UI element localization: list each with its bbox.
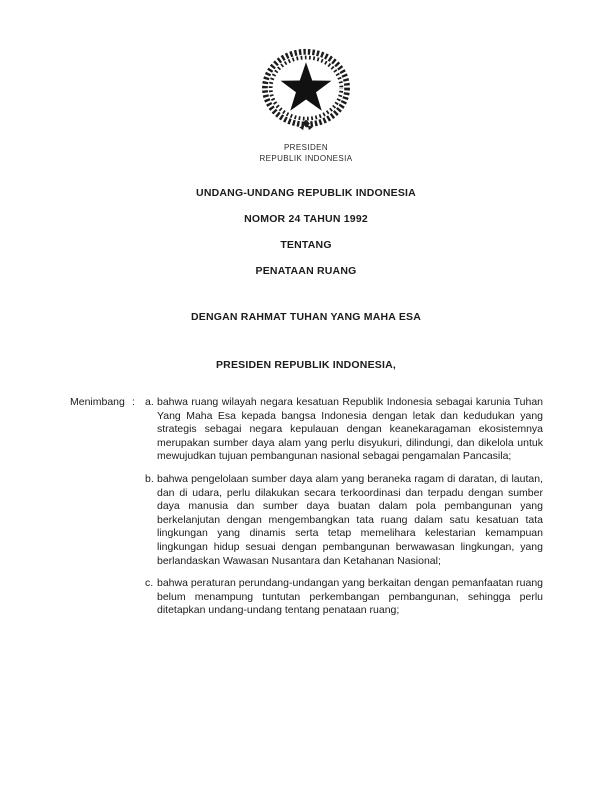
- item-marker: b.: [145, 472, 154, 485]
- consideration-item-c: [145, 577, 543, 618]
- title-tentang: TENTANG: [280, 239, 332, 251]
- item-marker: a.: [145, 396, 154, 408]
- consideration-item-a: [145, 396, 543, 464]
- title-subject: PENATAAN RUANG: [255, 265, 357, 277]
- considerations-label: Menimbang: [70, 396, 125, 408]
- item-marker: c.: [145, 577, 154, 590]
- invocation-line: DENGAN RAHMAT TUHAN YANG MAHA ESA: [190, 311, 422, 323]
- star-icon: [281, 62, 332, 110]
- letterhead-org-lines: [0, 142, 612, 164]
- title-law-name: UNDANG-UNDANG REPUBLIK INDONESIA: [196, 187, 416, 199]
- letterhead-presiden: PRESIDEN: [283, 143, 329, 152]
- letterhead: [0, 0, 612, 164]
- considerations-section: [0, 396, 612, 627]
- consideration-item-b: [145, 473, 543, 568]
- title-law-number: NOMOR 24 TAHUN 1992: [244, 213, 368, 225]
- document-title-block: [0, 188, 612, 277]
- letterhead-republik-indonesia: REPUBLIK INDONESIA: [259, 154, 353, 163]
- item-text: bahwa pengelolaan sumber daya alam yang beraneka ragam di daratan, di lautan, dan di udara, perlu dilakukan secara terkoordinasi dan terpadu dengan sumber daya manusia dan sumber daya buatan dalam pola pembangunan yang berkelanjutan dengan mengembangkan tata ruang dalam satu kesatuan tata lingkungan yang dinamis serta tetap memelihara kelestarian kemampuan lingkungan hidup sesuai dengan pembangunan berwawasan lingkungan, yang berlandaskan Wawasan Nusantara dan Ketahanan Nasional;: [157, 472, 543, 567]
- considerations-colon: :: [132, 396, 135, 408]
- considerations-items: [145, 396, 543, 627]
- item-text: bahwa peraturan perundang-undangan yang berkaitan dengan pemanfaatan ruang belum menampung tuntutan perkembangan pembangunan, sehingga perlu ditetapkan undang-undang tentang penataan ruang;: [157, 577, 543, 617]
- item-text: bahwa ruang wilayah negara kesatuan Republik Indonesia sebagai karunia Tuhan Yang Maha Esa kepada bangsa Indonesia dengan letak dan kedudukan yang strategis sebagai negara kepulauan dengan keanekaragaman ekosistemnya merupakan sumber daya alam yang perlu disyukuri, dilindungi, dan dikelola untuk mewujudkan tujuan pembangunan nasional sebagai pengamalan Pancasila;: [157, 396, 543, 463]
- presidential-star-wreath-emblem-icon: [256, 47, 356, 133]
- issuer-line: PRESIDEN REPUBLIK INDONESIA,: [215, 359, 397, 371]
